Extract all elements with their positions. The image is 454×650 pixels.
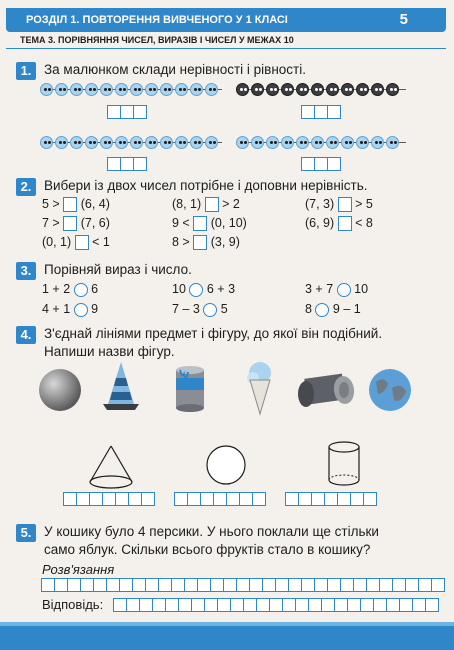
compare-circle[interactable]: [74, 303, 88, 317]
grid-cell[interactable]: [321, 598, 335, 612]
bead: [145, 136, 158, 149]
grid-cell[interactable]: [308, 598, 322, 612]
task-2-item-5: 9 < (0, 10): [172, 216, 247, 230]
grid-cell[interactable]: [360, 598, 374, 612]
figure-name-cells-2[interactable]: [175, 492, 266, 506]
task-3-item-5: 7 – 3 5: [172, 302, 228, 316]
bead: [115, 136, 128, 149]
grid-cell[interactable]: [217, 598, 231, 612]
answer-box[interactable]: [63, 197, 77, 212]
grid-cell[interactable]: [275, 578, 289, 592]
grid-cell[interactable]: [301, 578, 315, 592]
grid-cell[interactable]: [93, 578, 107, 592]
grid-cell[interactable]: [132, 578, 146, 592]
grid-cell[interactable]: [425, 598, 439, 612]
task-1-text: За малюнком склади нерівності і рівності.: [44, 62, 306, 77]
task-5-line-1: У кошику було 4 персики. У нього поклали ще стільки: [44, 524, 379, 539]
grid-cell[interactable]: [262, 578, 276, 592]
grid-cell[interactable]: [223, 578, 237, 592]
grid-cell[interactable]: [171, 578, 185, 592]
task-5-line-2: само яблук. Скільки всього фруктів стало в кошику?: [44, 542, 371, 557]
bead: [296, 83, 309, 96]
grid-cell[interactable]: [213, 492, 227, 506]
figure-name-cells-3[interactable]: [286, 492, 377, 506]
grid-cell[interactable]: [119, 578, 133, 592]
section-header: [6, 8, 446, 32]
grid-cell[interactable]: [200, 492, 214, 506]
task-2-item-1: 5 > (6, 4): [42, 197, 110, 211]
answer-cells-1c[interactable]: [108, 157, 147, 171]
task-3-item-2: 10 6 + 3: [172, 282, 236, 296]
grid-cell[interactable]: [102, 492, 116, 506]
grid-cell[interactable]: [165, 598, 179, 612]
grid-cell[interactable]: [366, 578, 380, 592]
bead: [40, 83, 53, 96]
grid-cell[interactable]: [76, 492, 90, 506]
cone-icon[interactable]: [86, 444, 136, 490]
answer-cells[interactable]: [114, 598, 439, 612]
grid-cell[interactable]: [236, 578, 250, 592]
grid-cell[interactable]: [63, 492, 77, 506]
task-2-number: 2.: [16, 178, 36, 196]
bead: [266, 83, 279, 96]
answer-cells-1a[interactable]: [108, 105, 147, 119]
grid-cell[interactable]: [145, 578, 159, 592]
bead: [100, 83, 113, 96]
grid-cell[interactable]: [337, 492, 351, 506]
task-3-text: Порівняй вираз і число.: [44, 262, 192, 277]
answer-label: Відповідь:: [42, 597, 104, 612]
solution-cells[interactable]: [42, 578, 445, 592]
bead: [175, 83, 188, 96]
bead: [70, 136, 83, 149]
bead: [371, 83, 384, 96]
grid-cell[interactable]: [282, 598, 296, 612]
solution-label: Розв'язання: [42, 562, 115, 577]
task-4-line-2: Напиши назви фігур.: [44, 344, 175, 359]
task-4-number: 4.: [16, 326, 36, 344]
grid-cell[interactable]: [350, 492, 364, 506]
bead: [55, 136, 68, 149]
grid-cell[interactable]: [141, 492, 155, 506]
answer-box[interactable]: [193, 216, 207, 231]
grid-cell[interactable]: [298, 492, 312, 506]
grid-cell[interactable]: [230, 598, 244, 612]
bead: [190, 136, 203, 149]
grid-cell[interactable]: [226, 492, 240, 506]
grid-cell[interactable]: [379, 578, 393, 592]
grid-cell[interactable]: [392, 578, 406, 592]
grid-cell[interactable]: [210, 578, 224, 592]
bead: [85, 136, 98, 149]
bead: [175, 136, 188, 149]
task-3-item-1: 1 + 2 6: [42, 282, 99, 296]
grid-cell[interactable]: [327, 578, 341, 592]
grid-cell[interactable]: [89, 492, 103, 506]
compare-circle[interactable]: [337, 283, 351, 297]
sphere-icon[interactable]: [205, 444, 247, 486]
grid-cell[interactable]: [405, 578, 419, 592]
grid-cell[interactable]: [187, 492, 201, 506]
traffic-cone-icon[interactable]: [101, 360, 141, 412]
grid-cell[interactable]: [243, 598, 257, 612]
bead: [371, 136, 384, 149]
grid-cell[interactable]: [288, 578, 302, 592]
grid-cell[interactable]: [67, 578, 81, 592]
footer-band: [0, 626, 454, 650]
task-2-item-8: 8 > (3, 9): [172, 235, 240, 249]
grid-cell[interactable]: [412, 598, 426, 612]
ball-icon[interactable]: [38, 368, 82, 412]
task-4-line-1: З'єднай лініями предмет і фігуру, до якої він подібний.: [44, 326, 383, 341]
grid-cell[interactable]: [252, 492, 266, 506]
section-title: РОЗДІЛ 1. ПОВТОРЕННЯ ВИВЧЕНОГО У 1 КЛАСІ: [26, 14, 288, 26]
answer-box[interactable]: [338, 197, 352, 212]
bead: [356, 136, 369, 149]
bead: [115, 83, 128, 96]
grid-cell[interactable]: [54, 578, 68, 592]
task-2-item-6: (6, 9) < 8: [305, 216, 373, 230]
bead: [85, 83, 98, 96]
bead: [160, 136, 173, 149]
compare-circle[interactable]: [203, 303, 217, 317]
grid-cell[interactable]: [126, 598, 140, 612]
grid-cell[interactable]: [106, 578, 120, 592]
bead: [311, 83, 324, 96]
grid-cell[interactable]: [204, 598, 218, 612]
grid-cell[interactable]: [184, 578, 198, 592]
grid-cell[interactable]: [314, 578, 328, 592]
bead: [251, 136, 264, 149]
grid-cell[interactable]: [285, 492, 299, 506]
bead: [386, 83, 399, 96]
bead: [341, 83, 354, 96]
bead: [100, 136, 113, 149]
grid-cell[interactable]: [152, 598, 166, 612]
topic-title: ТЕМА 3. ПОРІВНЯННЯ ЧИСЕЛ, ВИРАЗІВ І ЧИСЕЛ У МЕЖАХ 10: [20, 35, 294, 45]
grid-cell[interactable]: [158, 578, 172, 592]
task-5-number: 5.: [16, 524, 36, 542]
bead: [145, 83, 158, 96]
answer-box[interactable]: [75, 235, 89, 250]
compare-circle[interactable]: [74, 283, 88, 297]
grid-cell[interactable]: [431, 578, 445, 592]
answer-cells-1b[interactable]: [302, 105, 341, 119]
bead: [266, 136, 279, 149]
bead: [130, 136, 143, 149]
task-2-item-3: (7, 3) > 5: [305, 197, 373, 211]
grid-cell[interactable]: [80, 578, 94, 592]
globe-icon[interactable]: [368, 368, 412, 412]
grid-cell[interactable]: [373, 598, 387, 612]
grid-cell[interactable]: [399, 598, 413, 612]
grid-cell[interactable]: [353, 578, 367, 592]
bead: [205, 136, 218, 149]
grid-cell[interactable]: [41, 578, 55, 592]
grid-cell[interactable]: [239, 492, 253, 506]
bead: [296, 136, 309, 149]
bead: [356, 83, 369, 96]
bead: [160, 83, 173, 96]
answer-cells-1d[interactable]: [302, 157, 341, 171]
bead: [190, 83, 203, 96]
grid-cell[interactable]: [418, 578, 432, 592]
grid-cell[interactable]: [197, 578, 211, 592]
grid-cell[interactable]: [178, 598, 192, 612]
figure-name-cells-1[interactable]: [64, 492, 155, 506]
page-number: 5: [399, 11, 408, 28]
answer-box[interactable]: [338, 216, 352, 231]
grid-cell[interactable]: [324, 492, 338, 506]
answer-box[interactable]: [205, 197, 219, 212]
bead: [40, 136, 53, 149]
topic-divider: [6, 48, 446, 49]
grid-cell[interactable]: [269, 598, 283, 612]
grid-cell[interactable]: [128, 492, 142, 506]
paint-can-icon[interactable]: [172, 364, 208, 412]
grid-cell[interactable]: [115, 492, 129, 506]
grid-cell[interactable]: [295, 598, 309, 612]
grid-cell[interactable]: [113, 598, 127, 612]
task-3-item-6: 8 9 – 1: [305, 302, 361, 316]
grid-cell[interactable]: [386, 598, 400, 612]
bead: [326, 136, 339, 149]
answer-box[interactable]: [63, 216, 77, 231]
bead: [341, 136, 354, 149]
task-2-item-7: (0, 1) < 1: [42, 235, 110, 249]
task-2-item-4: 7 > (7, 6): [42, 216, 110, 230]
grid-cell[interactable]: [347, 598, 361, 612]
log-icon[interactable]: [296, 370, 358, 410]
task-1-number: 1.: [16, 62, 36, 80]
grid-cell[interactable]: [256, 598, 270, 612]
bead: [251, 83, 264, 96]
task-3-number: 3.: [16, 262, 36, 280]
task-2-item-2: (8, 1) > 2: [172, 197, 240, 211]
bead: [55, 83, 68, 96]
ice-cream-cone-icon[interactable]: [242, 360, 278, 416]
bead: [205, 83, 218, 96]
grid-cell[interactable]: [340, 578, 354, 592]
compare-circle[interactable]: [189, 283, 203, 297]
grid-cell[interactable]: [174, 492, 188, 506]
grid-cell[interactable]: [334, 598, 348, 612]
bead: [311, 136, 324, 149]
grid-cell[interactable]: [249, 578, 263, 592]
bead: [326, 83, 339, 96]
task-3-item-4: 4 + 1 9: [42, 302, 99, 316]
grid-cell[interactable]: [363, 492, 377, 506]
task-3-item-3: 3 + 7 10: [305, 282, 369, 296]
task-2-text: Вибери із двох чисел потрібне і доповни нерівність.: [44, 178, 368, 193]
answer-box[interactable]: [193, 235, 207, 250]
bead: [281, 83, 294, 96]
cylinder-icon[interactable]: [326, 440, 362, 488]
bead: [281, 136, 294, 149]
bead: [236, 83, 249, 96]
grid-cell[interactable]: [191, 598, 205, 612]
bead: [386, 136, 399, 149]
bead: [130, 83, 143, 96]
bead: [236, 136, 249, 149]
grid-cell[interactable]: [139, 598, 153, 612]
bead: [70, 83, 83, 96]
grid-cell[interactable]: [311, 492, 325, 506]
compare-circle[interactable]: [315, 303, 329, 317]
